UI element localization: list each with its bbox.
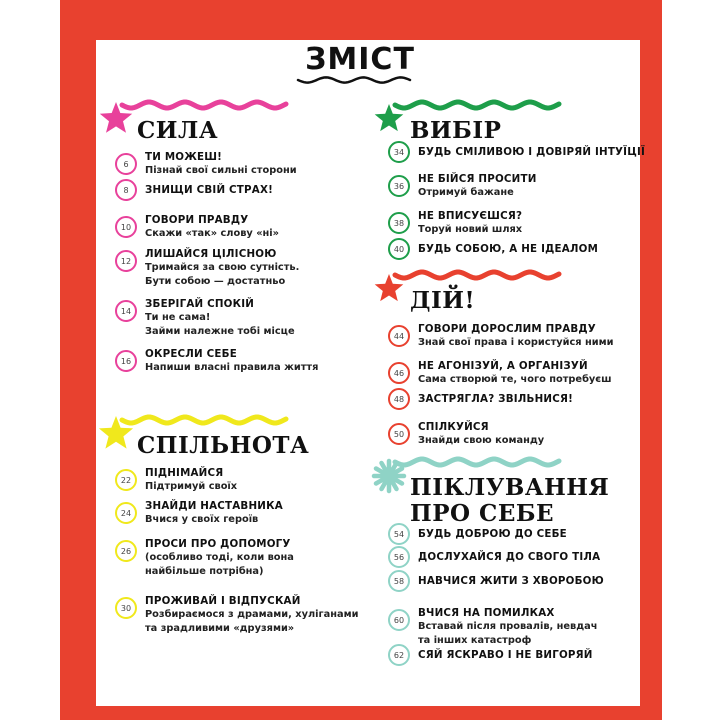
page-number-badge: 58 [388, 570, 410, 592]
page-number-badge: 56 [388, 546, 410, 568]
page-number-badge: 26 [115, 540, 137, 562]
entry-title: ЗБЕРІГАЙ СПОКІЙ [145, 298, 255, 310]
entry-title: НЕ БІЙСЯ ПРОСИТИ [418, 173, 537, 185]
section-wave-line [395, 272, 559, 278]
page-number-badge: 46 [388, 362, 410, 384]
section-wave-line [395, 102, 559, 108]
section-wave-line [395, 459, 559, 465]
section-wave-line [122, 417, 286, 423]
page-number-badge: 12 [115, 250, 137, 272]
entry-subtitle: Скажи «так» слову «ні» [145, 228, 279, 239]
page-number-badge: 36 [388, 175, 410, 197]
entry-title: СЯЙ ЯСКРАВО І НЕ ВИГОРЯЙ [418, 649, 593, 661]
section-title: СПІЛЬНОТА [137, 432, 310, 459]
entry-title: БУДЬ ДОБРОЮ ДО СЕБЕ [418, 528, 567, 540]
section-title: СИЛА [137, 117, 219, 144]
entry-subtitle: Сама створюй те, чого потребуєш [418, 374, 612, 385]
page-number-badge: 14 [115, 300, 137, 322]
section-title: ПІКЛУВАННЯ ПРО СЕБЕ [410, 474, 610, 527]
entry-title: ЗНИЩИ СВІЙ СТРАХ! [145, 184, 273, 196]
entry-title: НЕ ВПИСУЄШСЯ? [418, 210, 523, 222]
page-number-badge: 48 [388, 388, 410, 410]
page-number-badge: 44 [388, 325, 410, 347]
section-title: ДІЙ! [410, 287, 476, 314]
section-wave-line [122, 102, 286, 108]
page-number-badge: 40 [388, 238, 410, 260]
entry-title: ПРОЖИВАЙ І ВІДПУСКАЙ [145, 595, 301, 607]
entry-title: ДОСЛУХАЙСЯ ДО СВОГО ТІЛА [418, 551, 601, 563]
entry-subtitle: Ти не сама! Займи належне тобі місце [145, 312, 295, 337]
page-number-badge: 38 [388, 212, 410, 234]
entry-subtitle: Знай свої права і користуйся ними [418, 337, 614, 348]
page-number-badge: 30 [115, 597, 137, 619]
entry-title: БУДЬ СМІЛИВОЮ І ДОВІРЯЙ ІНТУЇЦІЇ [418, 146, 646, 158]
entry-subtitle: Підтримуй своїх [145, 481, 238, 492]
page-number-badge: 6 [115, 153, 137, 175]
page-number-badge: 62 [388, 644, 410, 666]
entry-subtitle: Торуй новий шлях [418, 224, 523, 235]
entry-title: ПРОСИ ПРО ДОПОМОГУ [145, 538, 291, 550]
entry-title: ПІДНІМАЙСЯ [145, 467, 224, 479]
page-number-badge: 24 [115, 502, 137, 524]
entry-subtitle: Вставай після провалів, невдач та інших катастроф [418, 621, 598, 646]
entry-subtitle: Напиши власні правила життя [145, 362, 319, 373]
page-title: ЗМІСТ [305, 42, 415, 77]
page-number-badge: 10 [115, 216, 137, 238]
entry-subtitle: Знайди свою команду [418, 435, 545, 446]
page-number-badge: 60 [388, 609, 410, 631]
entry-title: СПІЛКУЙСЯ [418, 421, 489, 433]
section-header-decoration [369, 261, 609, 307]
page-number-badge: 22 [115, 469, 137, 491]
entry-subtitle: Розбираємося з драмами, хуліганами та зрадливими «друзями» [145, 609, 359, 634]
entry-subtitle: Вчися у своїх героїв [145, 514, 259, 525]
section-title: ВИБІР [410, 117, 502, 144]
entry-title: ГОВОРИ ПРАВДУ [145, 214, 249, 226]
entry-title: ЗНАЙДИ НАСТАВНИКА [145, 500, 283, 512]
page-number-badge: 16 [115, 350, 137, 372]
entry-subtitle: Пізнай свої сильні сторони [145, 165, 297, 176]
page-number-badge: 54 [388, 523, 410, 545]
entry-subtitle: Тримайся за свою сутність. Бути собою — достатньо [145, 262, 300, 287]
entry-title: ЛИШАЙСЯ ЦІЛІСНОЮ [145, 248, 277, 260]
entry-title: ВЧИСЯ НА ПОМИЛКАХ [418, 607, 555, 619]
entry-title: ГОВОРИ ДОРОСЛИМ ПРАВДУ [418, 323, 596, 335]
entry-subtitle: Отримуй бажане [418, 187, 514, 198]
entry-title: ЗАСТРЯГЛА? ЗВІЛЬНИСЯ! [418, 393, 573, 405]
entry-title: ТИ МОЖЕШ! [145, 151, 223, 163]
entry-title: БУДЬ СОБОЮ, А НЕ ІДЕАЛОМ [418, 243, 599, 255]
page-number-badge: 50 [388, 423, 410, 445]
page-number-badge: 34 [388, 141, 410, 163]
entry-title: НЕ АГОНІЗУЙ, А ОРГАНІЗУЙ [418, 360, 588, 372]
page-number-badge: 8 [115, 179, 137, 201]
entry-title: НАВЧИСЯ ЖИТИ З ХВОРОБОЮ [418, 575, 604, 587]
entry-subtitle: (особливо тоді, коли вона найбільше потрібна) [145, 552, 294, 577]
entry-title: ОКРЕСЛИ СЕБЕ [145, 348, 237, 360]
